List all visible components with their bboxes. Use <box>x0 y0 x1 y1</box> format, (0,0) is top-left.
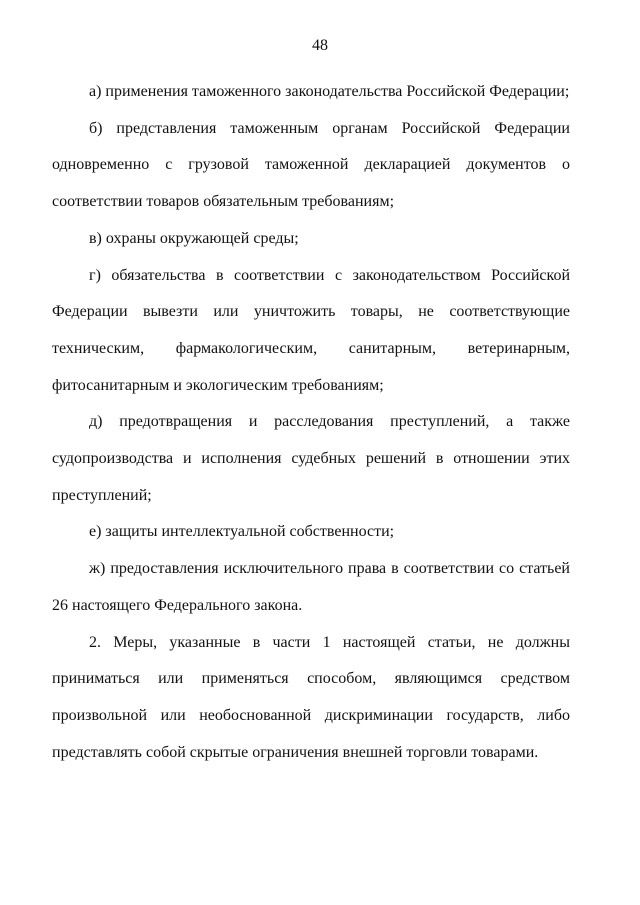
document-body <box>52 74 570 771</box>
list-item-zh: ж) предоставления исключительного права в соответствии со статьей 26 настоящего Федерального закона. <box>52 560 570 614</box>
list-item-a: а) применения таможенного законодательства Российской Федерации; <box>89 83 570 100</box>
list-item-d: д) предотвращения и расследования преступлений, а также судопроизводства и исполнения судебных решений в отношении этих преступлений; <box>52 413 570 504</box>
list-item-g: г) обязательства в соответствии с законодательством Российской Федерации вывезти или уничтожить товары, не соответствующие техническим, фармакологическим, санитарным, ветеринарным, фитосанитарным и экологическим требованиям; <box>52 266 570 394</box>
page-number: 48 <box>312 37 328 54</box>
paragraph-2: 2. Меры, указанные в части 1 настоящей статьи, не должны приниматься или применяться способом, являющимся средством произвольной или необоснованной дискриминации государств, либо представлять собой скрытые ограничения внешней торговли товарами. <box>52 633 570 761</box>
list-item-e: е) защиты интеллектуальной собственности; <box>89 523 395 541</box>
list-item-v: в) охраны окружающей среды; <box>89 229 299 247</box>
list-item-b: б) представления таможенным органам Российской Федерации одновременно с грузовой таможенной декларацией документов о соответствии товаров обязательным требованиям; <box>52 119 570 211</box>
